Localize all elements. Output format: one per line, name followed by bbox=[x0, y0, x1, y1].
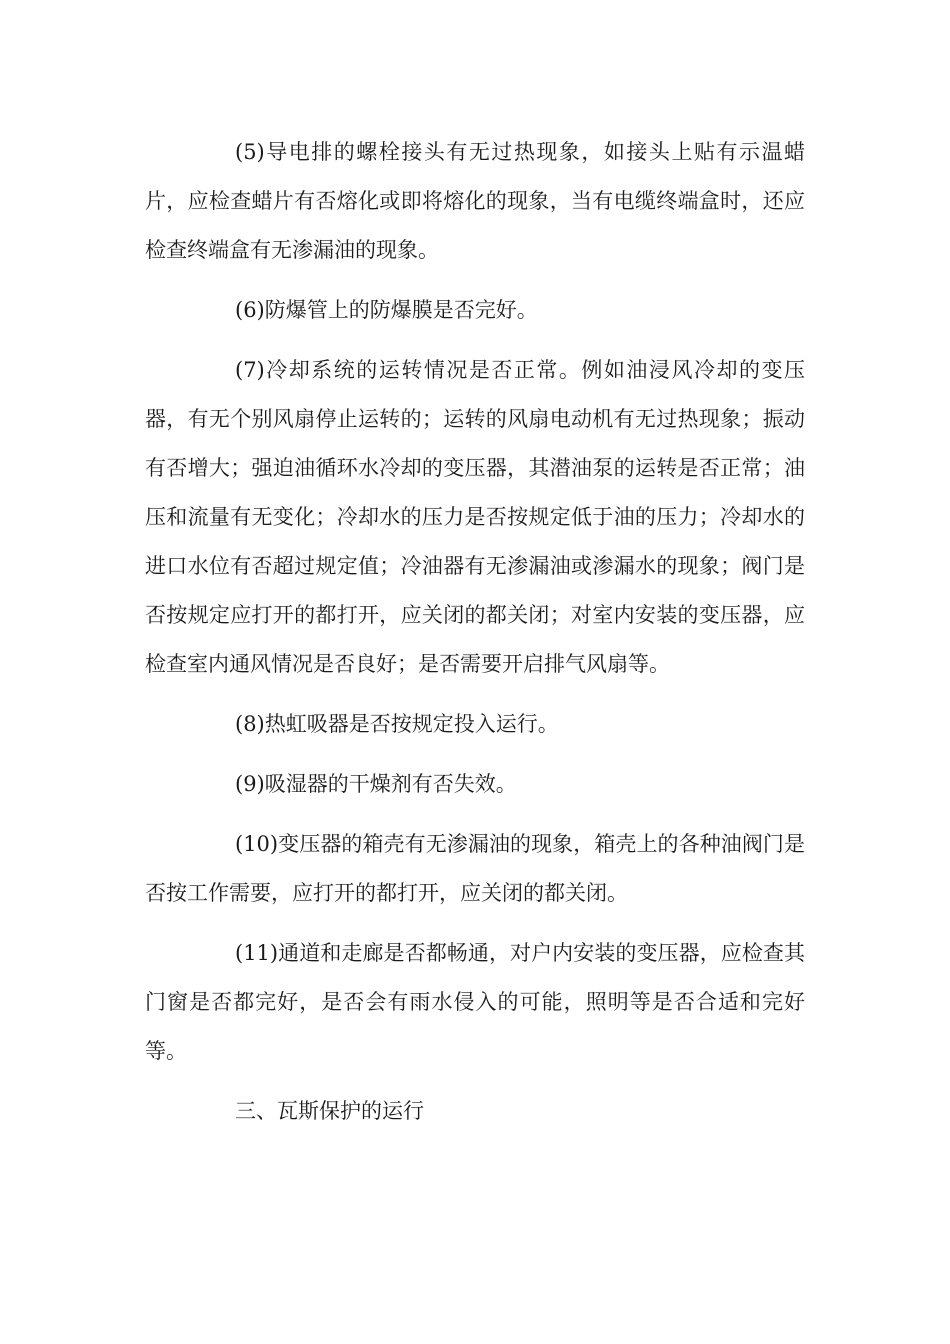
paragraph-item-10: (10)变压器的箱壳有无渗漏油的现象，箱壳上的各种油阀门是否按工作需要，应打开的都打开，应关闭的都关闭。 bbox=[145, 832, 805, 905]
paragraph-item-9: (9)吸湿器的干燥剂有否失效。 bbox=[235, 772, 517, 796]
paragraph-item-5: (5)导电排的螺栓接头有无过热现象，如接头上贴有示温蜡片，应检查蜡片有否熔化或即将熔化的现象，当有电缆终端盒时，还应检查终端盒有无渗漏油的现象。 bbox=[145, 140, 805, 262]
section-heading: 三、瓦斯保护的运行 bbox=[235, 1099, 424, 1123]
paragraph-item-7: (7)冷却系统的运转情况是否正常。例如油浸风冷却的变压器，有无个别风扇停止运转的；运转的风扇电动机有无过热现象；振动有否增大；强迫油循环水冷却的变压器，其潜油泵的运转是否正常；油压和流量有无变化；冷却水的压力是否按规定低于油的压力；冷却水的进口水位有否超过规定值；冷油器有无渗漏油或渗漏水的现象；阀门是否按规定应打开的都打开，应关闭的都关闭；对室内安装的变压器，应检查室内通风情况是否良好；是否需要开启排气风扇等。 bbox=[145, 358, 805, 676]
paragraph-item-6: (6)防爆管上的防爆膜是否完好。 bbox=[235, 298, 538, 322]
document-body bbox=[145, 128, 805, 1136]
paragraph-item-8: (8)热虹吸器是否按规定投入运行。 bbox=[235, 712, 559, 736]
paragraph-item-11: (11)通道和走廊是否都畅通，对户内安装的变压器，应检查其门窗是否都完好，是否会有雨水侵入的可能，照明等是否合适和完好等。 bbox=[145, 941, 805, 1063]
